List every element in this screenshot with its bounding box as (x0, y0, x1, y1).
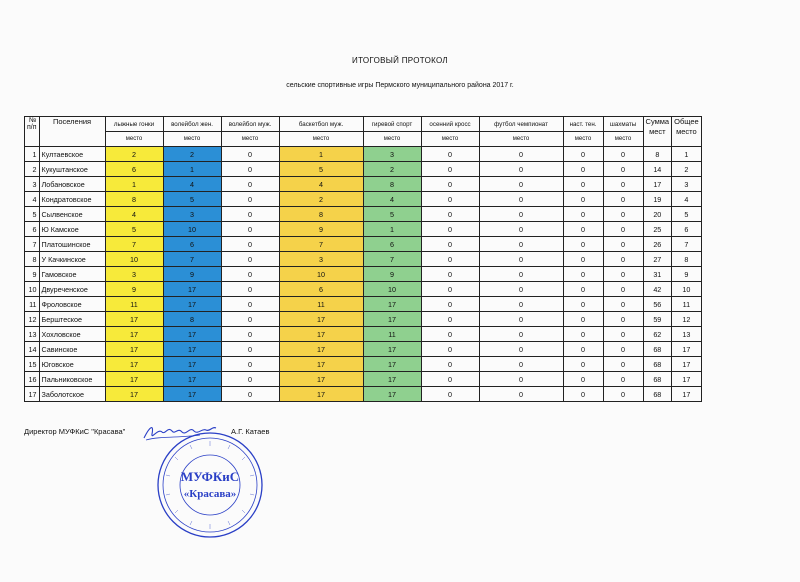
signer-name: А.Г. Катаев (231, 427, 270, 436)
overall-place: 17 (672, 357, 702, 372)
sport-place-cell: 0 (563, 282, 603, 297)
sport-place-cell: 17 (363, 357, 421, 372)
sport-place-cell: 0 (221, 342, 279, 357)
row-number: 11 (25, 297, 40, 312)
settlement-name: Юговское (39, 357, 105, 372)
sport-place-cell: 0 (603, 357, 643, 372)
settlement-name: Култаевское (39, 147, 105, 162)
sport-place-cell: 0 (421, 327, 479, 342)
sport-place-cell: 0 (603, 312, 643, 327)
table-body (25, 147, 702, 402)
results-table (24, 116, 702, 402)
table-row (25, 147, 702, 162)
settlement-name: Кондратовское (39, 192, 105, 207)
header-sub-place: место (363, 132, 421, 147)
row-number: 13 (25, 327, 40, 342)
sport-place-cell: 8 (363, 177, 421, 192)
settlement-name: Фроловское (39, 297, 105, 312)
places-sum: 14 (643, 162, 672, 177)
sport-place-cell: 0 (421, 177, 479, 192)
sport-place-cell: 0 (479, 207, 563, 222)
sport-place-cell: 0 (563, 222, 603, 237)
sport-place-cell: 17 (163, 387, 221, 402)
sport-place-cell: 0 (421, 372, 479, 387)
sport-place-cell: 0 (563, 312, 603, 327)
sport-place-cell: 0 (563, 192, 603, 207)
row-number: 5 (25, 207, 40, 222)
sport-place-cell: 0 (421, 207, 479, 222)
sport-place-cell: 0 (603, 342, 643, 357)
overall-place: 17 (672, 372, 702, 387)
settlement-name: Кукуштанское (39, 162, 105, 177)
row-number: 6 (25, 222, 40, 237)
sport-place-cell: 7 (363, 252, 421, 267)
sport-place-cell: 7 (279, 237, 363, 252)
header-sub-place: место (563, 132, 603, 147)
header-sub-place: место (603, 132, 643, 147)
settlement-name: Савинское (39, 342, 105, 357)
sport-place-cell: 17 (279, 387, 363, 402)
sport-place-cell: 0 (603, 267, 643, 282)
row-number: 14 (25, 342, 40, 357)
sport-place-cell: 0 (221, 327, 279, 342)
sport-place-cell: 0 (603, 237, 643, 252)
subheader-row (25, 132, 702, 147)
sport-place-cell: 17 (279, 342, 363, 357)
sport-place-cell: 0 (221, 147, 279, 162)
sport-place-cell: 5 (363, 207, 421, 222)
sport-place-cell: 6 (279, 282, 363, 297)
places-sum: 42 (643, 282, 672, 297)
sport-place-cell: 0 (221, 387, 279, 402)
page-subtitle: сельские спортивные игры Пермского муниципального района 2017 г. (286, 82, 514, 89)
table-row (25, 177, 702, 192)
sport-place-cell: 0 (563, 177, 603, 192)
sport-place-cell: 8 (163, 312, 221, 327)
row-number: 15 (25, 357, 40, 372)
sport-place-cell: 17 (279, 327, 363, 342)
sport-place-cell: 0 (479, 357, 563, 372)
settlement-name: У Качкинское (39, 252, 105, 267)
header-sport: волейбол муж. (221, 117, 279, 132)
places-sum: 56 (643, 297, 672, 312)
sport-place-cell: 4 (363, 192, 421, 207)
sport-place-cell: 0 (563, 327, 603, 342)
stamp (155, 430, 265, 540)
sport-place-cell: 17 (279, 372, 363, 387)
overall-place: 4 (672, 192, 702, 207)
sport-place-cell: 17 (105, 357, 163, 372)
sport-place-cell: 0 (603, 222, 643, 237)
sport-place-cell: 2 (363, 162, 421, 177)
stamp-line1: МУФКиС (180, 469, 240, 484)
sport-place-cell: 0 (421, 357, 479, 372)
header-sum-line2: мест (649, 127, 666, 136)
sport-place-cell: 17 (363, 297, 421, 312)
sport-place-cell: 17 (163, 282, 221, 297)
sport-place-cell: 17 (105, 372, 163, 387)
header-sum (643, 117, 672, 147)
page-title: ИТОГОВЫЙ ПРОТОКОЛ (352, 56, 448, 65)
table-row (25, 327, 702, 342)
sport-place-cell: 0 (479, 267, 563, 282)
header-sub-place: место (421, 132, 479, 147)
sport-place-cell: 7 (163, 252, 221, 267)
overall-place: 2 (672, 162, 702, 177)
sport-place-cell: 0 (221, 207, 279, 222)
sport-place-cell: 0 (563, 207, 603, 222)
sport-place-cell: 0 (421, 387, 479, 402)
sport-place-cell: 6 (363, 237, 421, 252)
header-sport: волейбол жен. (163, 117, 221, 132)
sport-place-cell: 0 (603, 372, 643, 387)
places-sum: 20 (643, 207, 672, 222)
sport-place-cell: 0 (479, 312, 563, 327)
sport-place-cell: 0 (563, 147, 603, 162)
header-sub-place: место (163, 132, 221, 147)
table-row (25, 267, 702, 282)
row-number: 4 (25, 192, 40, 207)
overall-place: 8 (672, 252, 702, 267)
places-sum: 31 (643, 267, 672, 282)
overall-place: 7 (672, 237, 702, 252)
sport-place-cell: 0 (221, 192, 279, 207)
header-sport: шахматы (603, 117, 643, 132)
table-row (25, 162, 702, 177)
header-number-line2: п/п (27, 124, 37, 131)
sport-place-cell: 1 (363, 222, 421, 237)
sport-place-cell: 0 (563, 162, 603, 177)
sport-place-cell: 17 (363, 372, 421, 387)
table-row (25, 252, 702, 267)
sport-place-cell: 0 (479, 282, 563, 297)
overall-place: 10 (672, 282, 702, 297)
sport-place-cell: 2 (163, 147, 221, 162)
table-row (25, 192, 702, 207)
sport-place-cell: 5 (105, 222, 163, 237)
sport-place-cell: 17 (363, 312, 421, 327)
sport-place-cell: 0 (421, 222, 479, 237)
header-sub-place: место (279, 132, 363, 147)
sport-place-cell: 8 (279, 207, 363, 222)
sport-place-cell: 0 (221, 282, 279, 297)
row-number: 1 (25, 147, 40, 162)
sport-place-cell: 3 (163, 207, 221, 222)
settlement-name: Пальниковское (39, 372, 105, 387)
settlement-name: Ю Камское (39, 222, 105, 237)
sport-place-cell: 0 (479, 192, 563, 207)
sport-place-cell: 0 (421, 282, 479, 297)
settlement-name: Гамовское (39, 267, 105, 282)
places-sum: 68 (643, 372, 672, 387)
places-sum: 27 (643, 252, 672, 267)
sport-place-cell: 7 (105, 237, 163, 252)
sport-place-cell: 0 (479, 162, 563, 177)
sport-place-cell: 17 (105, 342, 163, 357)
sport-place-cell: 17 (279, 357, 363, 372)
row-number: 10 (25, 282, 40, 297)
sport-place-cell: 0 (563, 387, 603, 402)
sport-place-cell: 17 (105, 312, 163, 327)
row-number: 3 (25, 177, 40, 192)
header-place-line2: место (676, 127, 697, 136)
sport-place-cell: 6 (163, 237, 221, 252)
table-row (25, 297, 702, 312)
sport-place-cell: 17 (363, 342, 421, 357)
overall-place: 1 (672, 147, 702, 162)
sport-place-cell: 17 (105, 387, 163, 402)
sport-place-cell: 0 (479, 372, 563, 387)
overall-place: 6 (672, 222, 702, 237)
header-number (25, 117, 40, 147)
sport-place-cell: 17 (105, 327, 163, 342)
sport-place-cell: 0 (221, 237, 279, 252)
row-number: 7 (25, 237, 40, 252)
settlement-name: Платошинское (39, 237, 105, 252)
header-sport: футбол чемпионат (479, 117, 563, 132)
sport-place-cell: 0 (421, 162, 479, 177)
sport-place-cell: 0 (479, 252, 563, 267)
header-sub-place: место (221, 132, 279, 147)
sport-place-cell: 0 (479, 297, 563, 312)
header-sub-place: место (105, 132, 163, 147)
sport-place-cell: 2 (105, 147, 163, 162)
sport-place-cell: 1 (279, 147, 363, 162)
sport-place-cell: 0 (221, 177, 279, 192)
sport-place-cell: 0 (603, 147, 643, 162)
settlement-name: Заболотское (39, 387, 105, 402)
settlement-name: Двуреченское (39, 282, 105, 297)
sport-place-cell: 0 (563, 372, 603, 387)
sport-place-cell: 9 (363, 267, 421, 282)
overall-place: 3 (672, 177, 702, 192)
places-sum: 59 (643, 312, 672, 327)
places-sum: 68 (643, 342, 672, 357)
table-row (25, 282, 702, 297)
sport-place-cell: 0 (479, 147, 563, 162)
sport-place-cell: 5 (279, 162, 363, 177)
sport-place-cell: 17 (163, 357, 221, 372)
table-row (25, 222, 702, 237)
sport-place-cell: 8 (105, 192, 163, 207)
places-sum: 26 (643, 237, 672, 252)
row-number: 2 (25, 162, 40, 177)
places-sum: 68 (643, 387, 672, 402)
sport-place-cell: 0 (221, 372, 279, 387)
table-row (25, 387, 702, 402)
sport-place-cell: 9 (105, 282, 163, 297)
sport-place-cell: 11 (105, 297, 163, 312)
sport-place-cell: 10 (105, 252, 163, 267)
places-sum: 25 (643, 222, 672, 237)
sport-place-cell: 0 (421, 297, 479, 312)
table-row (25, 342, 702, 357)
sport-place-cell: 6 (105, 162, 163, 177)
sport-place-cell: 0 (221, 162, 279, 177)
overall-place: 9 (672, 267, 702, 282)
sport-place-cell: 0 (603, 282, 643, 297)
header-place-line1: Общее (674, 117, 699, 126)
sport-place-cell: 0 (563, 342, 603, 357)
places-sum: 68 (643, 357, 672, 372)
row-number: 17 (25, 387, 40, 402)
table-row (25, 312, 702, 327)
sport-place-cell: 3 (279, 252, 363, 267)
header-sub-place: место (479, 132, 563, 147)
sport-place-cell: 0 (603, 297, 643, 312)
row-number: 12 (25, 312, 40, 327)
sport-place-cell: 0 (563, 267, 603, 282)
sport-place-cell: 0 (421, 342, 479, 357)
sport-place-cell: 10 (363, 282, 421, 297)
director-label: Директор МУФКиС "Красава" (24, 427, 126, 436)
sport-place-cell: 0 (603, 252, 643, 267)
sport-place-cell: 0 (479, 222, 563, 237)
header-sport: осенний кросс (421, 117, 479, 132)
sport-place-cell: 4 (279, 177, 363, 192)
sport-place-cell: 0 (603, 387, 643, 402)
sport-place-cell: 0 (221, 252, 279, 267)
sport-place-cell: 4 (163, 177, 221, 192)
sport-place-cell: 0 (221, 297, 279, 312)
sport-place-cell: 0 (221, 267, 279, 282)
sport-place-cell: 17 (163, 297, 221, 312)
overall-place: 12 (672, 312, 702, 327)
sport-place-cell: 0 (603, 327, 643, 342)
row-number: 9 (25, 267, 40, 282)
sport-place-cell: 0 (479, 177, 563, 192)
sport-place-cell: 0 (563, 297, 603, 312)
sport-place-cell: 17 (163, 327, 221, 342)
sport-place-cell: 0 (221, 222, 279, 237)
settlement-name: Сылвенское (39, 207, 105, 222)
sport-place-cell: 0 (221, 357, 279, 372)
sport-place-cell: 11 (279, 297, 363, 312)
header-sport: гиревой спорт (363, 117, 421, 132)
sport-place-cell: 0 (479, 387, 563, 402)
sport-place-cell: 0 (563, 252, 603, 267)
header-sport: баскетбол муж. (279, 117, 363, 132)
sport-place-cell: 0 (603, 207, 643, 222)
row-number: 8 (25, 252, 40, 267)
sport-place-cell: 11 (363, 327, 421, 342)
table-row (25, 207, 702, 222)
header-sport: наст. тен. (563, 117, 603, 132)
header-sum-line1: Сумма (645, 117, 670, 126)
sport-place-cell: 17 (163, 342, 221, 357)
overall-place: 17 (672, 342, 702, 357)
stamp-line2: «Красава» (183, 488, 237, 500)
sport-place-cell: 0 (421, 192, 479, 207)
sport-place-cell: 0 (421, 237, 479, 252)
header-number-line1: № (29, 117, 37, 124)
sport-place-cell: 5 (163, 192, 221, 207)
row-number: 16 (25, 372, 40, 387)
sport-place-cell: 0 (603, 177, 643, 192)
sport-place-cell: 9 (163, 267, 221, 282)
sport-place-cell: 1 (105, 177, 163, 192)
sport-place-cell: 0 (479, 342, 563, 357)
table-row (25, 357, 702, 372)
places-sum: 62 (643, 327, 672, 342)
sport-place-cell: 0 (421, 147, 479, 162)
sport-place-cell: 17 (363, 387, 421, 402)
sport-place-cell: 0 (479, 237, 563, 252)
header-overall-place (672, 117, 702, 147)
sport-place-cell: 0 (603, 192, 643, 207)
sport-place-cell: 3 (105, 267, 163, 282)
places-sum: 17 (643, 177, 672, 192)
header-sport: лыжные гонки (105, 117, 163, 132)
sport-place-cell: 2 (279, 192, 363, 207)
sport-place-cell: 0 (563, 237, 603, 252)
sport-place-cell: 0 (421, 312, 479, 327)
footer (24, 427, 270, 436)
sport-place-cell: 9 (279, 222, 363, 237)
settlement-name: Лобановское (39, 177, 105, 192)
settlement-name: Берштеское (39, 312, 105, 327)
sport-place-cell: 0 (603, 162, 643, 177)
sport-place-cell: 0 (421, 252, 479, 267)
sport-place-cell: 4 (105, 207, 163, 222)
overall-place: 13 (672, 327, 702, 342)
sport-place-cell: 0 (563, 357, 603, 372)
table-row (25, 237, 702, 252)
sport-place-cell: 0 (421, 267, 479, 282)
sport-place-cell: 0 (479, 327, 563, 342)
sport-place-cell: 0 (221, 312, 279, 327)
settlement-name: Хохловское (39, 327, 105, 342)
header-settlement: Поселения (39, 117, 105, 147)
overall-place: 11 (672, 297, 702, 312)
sport-place-cell: 10 (279, 267, 363, 282)
places-sum: 19 (643, 192, 672, 207)
overall-place: 5 (672, 207, 702, 222)
overall-place: 17 (672, 387, 702, 402)
sport-place-cell: 3 (363, 147, 421, 162)
places-sum: 8 (643, 147, 672, 162)
sport-place-cell: 17 (279, 312, 363, 327)
table-row (25, 372, 702, 387)
sport-place-cell: 17 (163, 372, 221, 387)
sport-place-cell: 10 (163, 222, 221, 237)
sport-place-cell: 1 (163, 162, 221, 177)
